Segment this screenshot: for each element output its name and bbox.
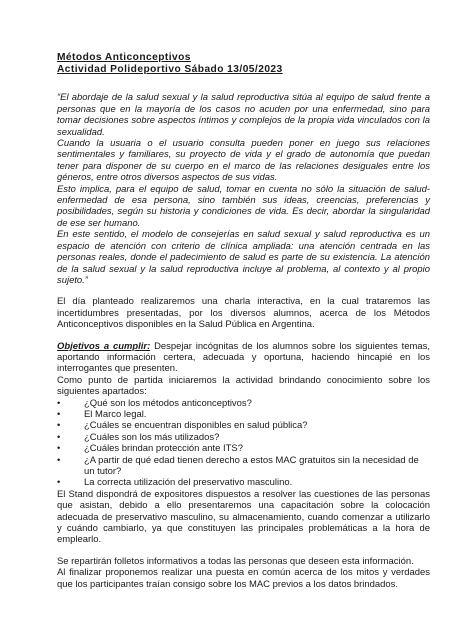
objectives-paragraph xyxy=(57,341,430,375)
quote-paragraph: En este sentido, el modelo de consejerías en salud sexual y salud reproductiva es un espacio de atención con criterio de clínica ampliada: una atención centrada en las personas reales, donde el padecimiento de salud es parte de su existencia. La atención de la salud sexual y la salud reproductiva incluye al problema, al contexto y al propio sujeto.” xyxy=(57,229,430,286)
list-item-text: ¿A partir de qué edad tienen derecho a estos MAC gratuitos sin la necesidad de un tutor? xyxy=(84,454,419,477)
bullet-icon: • xyxy=(57,454,61,466)
stand-paragraph: El Stand dispondrá de expositores dispuestos a resolver las cuestiones de las personas que asistan, debido a ello presentaremos una capacitación sobre la colocación adecuada de preservativo masculino, su almacenamiento, cuando comenzar a utilizarlo y cuándo cambiarlo, ya que constituyen las principales problemáticas a la hora de emplearlo. xyxy=(57,488,430,546)
document-title: Métodos Anticonceptivos xyxy=(57,52,191,63)
bullet-icon: • xyxy=(57,408,61,420)
bullet-icon: • xyxy=(57,477,61,489)
intro-paragraph: El día planteado realizaremos una charla interactiva, en la cual trataremos las incertidumbres presentadas, por los diversos alumnos, acerca de los Métodos Anticonceptivos disponibles en la Salud Pública en Argentina. xyxy=(57,296,430,331)
quote-paragraph: Esto implica, para el equipo de salud, tomar en cuenta no sólo la situación de salud-enfermedad de esa persona, sino también sus ideas, creencias, preferencias y posibilidades, según su historia y condiciones de vida. Es decir, abordar la singularidad de ese ser humano. xyxy=(57,183,430,229)
closing-paragraph: Al finalizar proponemos realizar una puesta en común acerca de los mitos y verdades que los participantes traían consigo sobre los MAC previos a los datos brindados. xyxy=(57,567,430,590)
list-item-text: ¿Qué son los métodos anticonceptivos? xyxy=(84,397,252,409)
activity-subtitle: Actividad Polideportivo Sábado 13/05/2023 xyxy=(57,64,283,76)
spacer xyxy=(57,331,430,341)
list-item-text: ¿Cuáles son los más utilizados? xyxy=(84,431,220,443)
list-item xyxy=(57,477,430,488)
list-item xyxy=(57,398,430,409)
list-item xyxy=(57,420,430,431)
quote-block xyxy=(57,92,430,286)
closing-paragraph: Se repartirán folletos informativos a todas las personas que deseen esta información. xyxy=(57,555,414,567)
starting-point-paragraph: Como punto de partida iniciaremos la actividad brindando conocimiento sobre los siguientes apartados: xyxy=(57,374,430,398)
list-item xyxy=(57,432,430,443)
quote-paragraph: Cuando la usuaria o el usuario consulta pueden poner en juego sus relaciones sentimentales y familiares, su proyecto de vida y el grado de autonomía que puedan tener para disponer de su cuerpo en el marco de las relaciones desiguales entre los géneros, entre otros diversos aspectos de sus vidas. xyxy=(57,138,430,184)
list-item-text: El Marco legal. xyxy=(84,408,147,420)
list-item xyxy=(57,443,430,454)
bullet-icon: • xyxy=(57,397,61,409)
objectives-text: Despejar incógnitas de los alumnos sobre los siguientes temas, aportando información certera, adecuada y oportuna, haciendo hincapié en los interrogantes que presenten. xyxy=(57,340,430,375)
list-item-text: ¿Cuáles brindan protección ante ITS? xyxy=(84,443,243,455)
topics-list xyxy=(57,398,430,489)
bullet-icon: • xyxy=(57,443,61,455)
list-item-text: ¿Cuáles se encuentran disponibles en salud pública? xyxy=(84,420,308,432)
bullet-icon: • xyxy=(57,431,61,443)
list-item-text: La correcta utilización del preservativo masculino. xyxy=(84,477,293,489)
spacer xyxy=(57,546,430,556)
list-item xyxy=(57,409,430,420)
list-item xyxy=(57,455,430,478)
objectives-label: Objetivos a cumplir: xyxy=(57,340,151,352)
bullet-icon: • xyxy=(57,420,61,432)
quote-paragraph: “El abordaje de la salud sexual y la salud reproductiva sitúa al equipo de salud frente a personas que en la mayoría de los casos no acuden por una enfermedad, sino para tomar decisiones sobre aspectos íntimos y complejos de la propia vida vinculados con la sexualidad. xyxy=(57,92,430,138)
